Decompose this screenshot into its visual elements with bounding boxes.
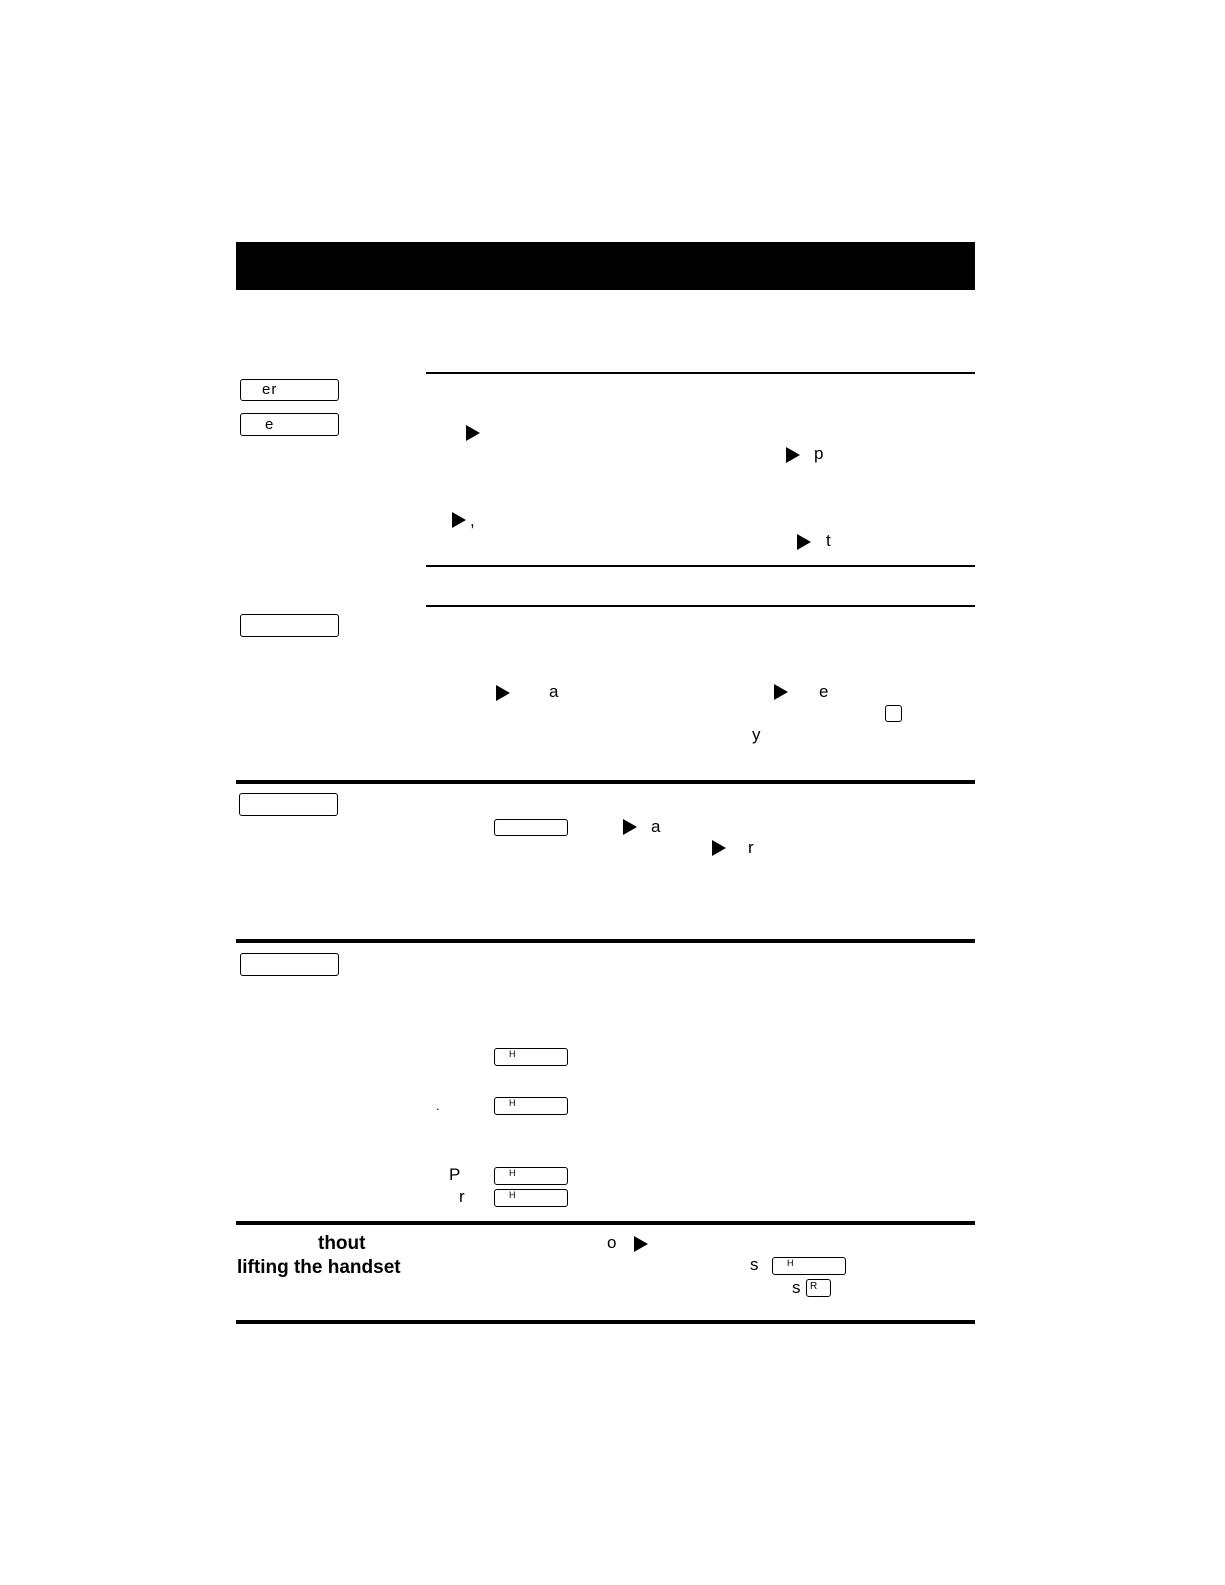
pointer-arrow-icon bbox=[466, 425, 480, 441]
header-band bbox=[236, 242, 975, 290]
inline-key-blank bbox=[494, 819, 568, 836]
text-fragment: P bbox=[449, 1165, 461, 1184]
text-fragment: r bbox=[748, 838, 754, 857]
text-fragment: r bbox=[459, 1187, 465, 1206]
inline-key-h bbox=[494, 1167, 568, 1185]
text-fragment: . bbox=[436, 1098, 440, 1113]
pointer-arrow-icon bbox=[712, 840, 726, 856]
section-d-top-rule bbox=[236, 939, 975, 943]
pointer-arrow-icon bbox=[623, 819, 637, 835]
text-fragment: , bbox=[470, 511, 475, 530]
section-heading-line-2: lifting the handset bbox=[237, 1257, 401, 1278]
section-e-top-rule bbox=[236, 1221, 975, 1225]
pointer-arrow-icon bbox=[452, 512, 466, 528]
text-fragment: s bbox=[792, 1278, 801, 1297]
text-fragment: a bbox=[651, 817, 661, 836]
text-fragment: a bbox=[549, 682, 559, 701]
pointer-arrow-icon bbox=[496, 685, 510, 701]
section-c-top-rule bbox=[236, 780, 975, 784]
feature-key-2-label: e bbox=[265, 416, 275, 433]
key-letter: H bbox=[509, 1190, 516, 1200]
inline-key-r bbox=[806, 1279, 831, 1297]
feature-key-1 bbox=[240, 379, 339, 401]
section-heading-line-1: thout bbox=[318, 1233, 366, 1254]
inline-key-h bbox=[494, 1048, 568, 1066]
text-fragment: o bbox=[607, 1233, 617, 1252]
feature-key-2 bbox=[240, 413, 339, 436]
pointer-arrow-icon bbox=[786, 447, 800, 463]
inline-key-h bbox=[494, 1097, 568, 1115]
text-fragment: s bbox=[750, 1255, 759, 1274]
section-b-top-rule bbox=[426, 605, 975, 607]
text-fragment: y bbox=[752, 725, 761, 744]
key-letter: R bbox=[810, 1281, 818, 1292]
small-key-square bbox=[885, 705, 902, 722]
pointer-arrow-icon bbox=[634, 1236, 648, 1252]
inline-key-h bbox=[494, 1189, 568, 1207]
feature-key-5 bbox=[240, 953, 339, 976]
text-fragment: e bbox=[819, 682, 829, 701]
feature-key-3 bbox=[240, 614, 339, 637]
key-letter: H bbox=[509, 1168, 516, 1178]
text-fragment: p bbox=[814, 444, 824, 463]
feature-key-1-label: er bbox=[262, 381, 278, 398]
key-letter: H bbox=[787, 1258, 794, 1268]
key-letter: H bbox=[509, 1049, 516, 1059]
pointer-arrow-icon bbox=[797, 534, 811, 550]
key-letter: H bbox=[509, 1098, 516, 1108]
section-e-bottom-rule bbox=[236, 1320, 975, 1324]
section-a-top-rule bbox=[426, 372, 975, 374]
inline-key-h bbox=[772, 1257, 846, 1275]
pointer-arrow-icon bbox=[774, 684, 788, 700]
feature-key-4 bbox=[239, 793, 338, 816]
text-fragment: t bbox=[826, 531, 831, 550]
section-a-bottom-rule bbox=[426, 565, 975, 567]
